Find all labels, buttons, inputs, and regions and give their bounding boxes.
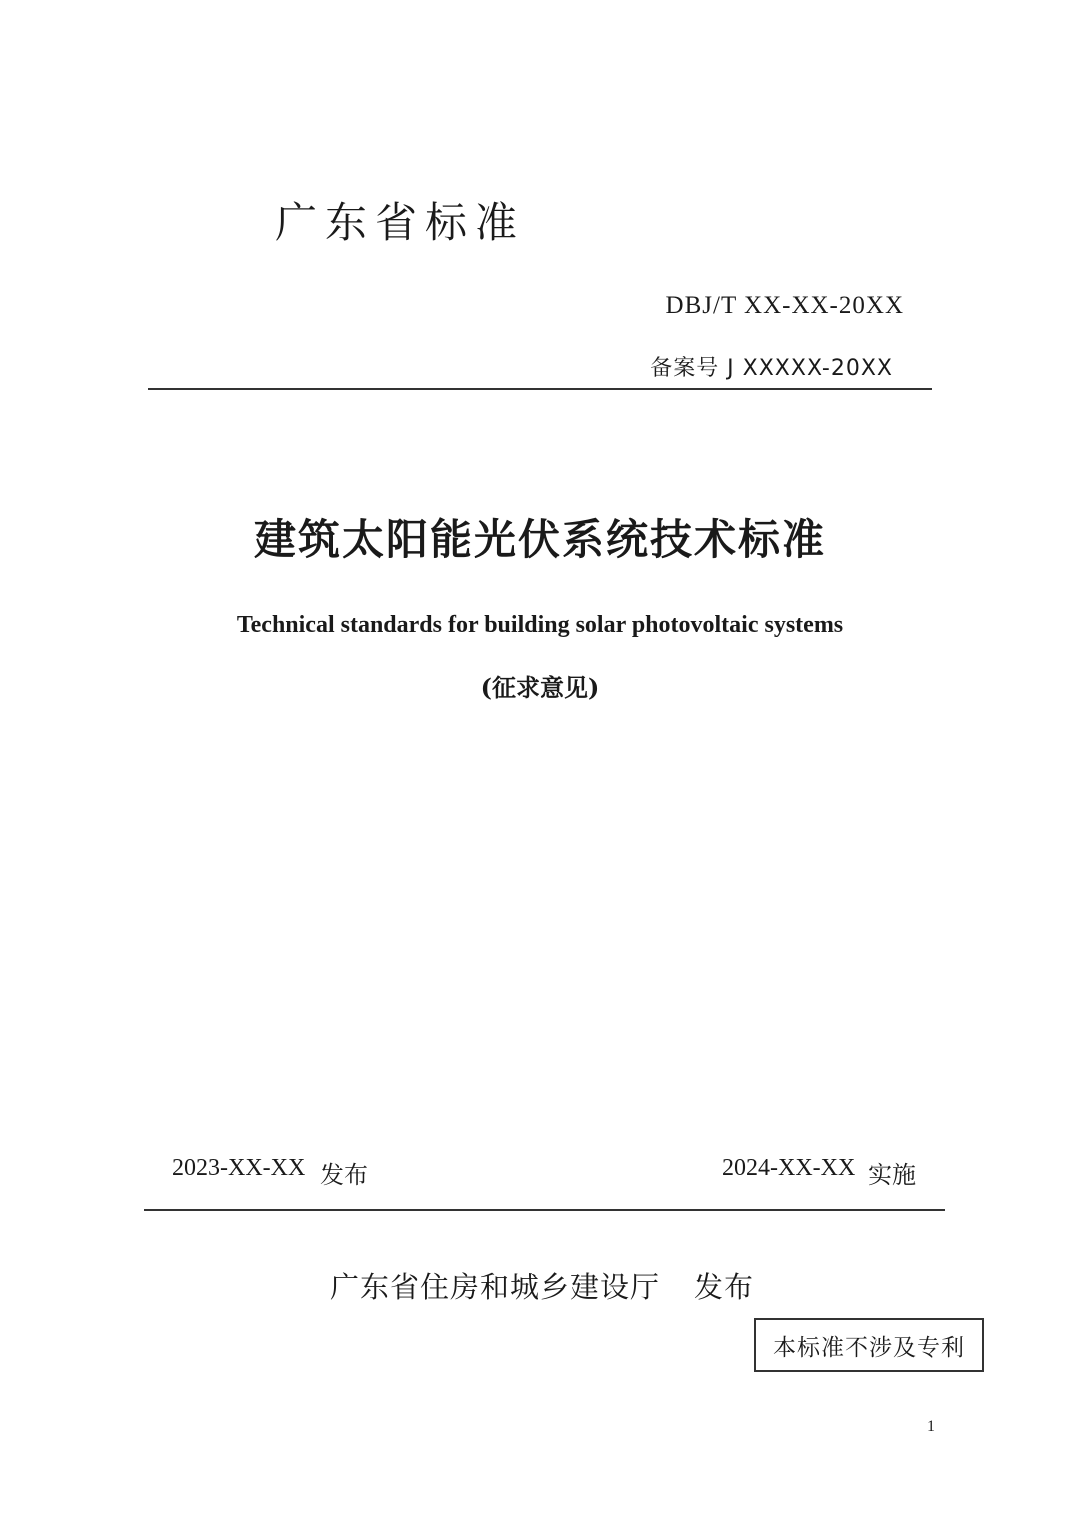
issuer-name: 广东省住房和城乡建设厅 [330, 1270, 661, 1304]
patent-note: 本标准不涉及专利 [773, 1334, 965, 1361]
standard-number: DBJ/T XX-XX-20XX [665, 292, 904, 319]
patent-note-box [754, 1318, 984, 1372]
issuer-line [330, 1265, 754, 1306]
draft-note: (征求意见) [480, 673, 600, 702]
issuer-action: 发布 [694, 1270, 755, 1304]
header-title: 广东省标准 [275, 198, 526, 247]
issue-date: 2023-XX-XX [172, 1155, 306, 1181]
bottom-divider [144, 1209, 945, 1211]
issue-label: 发布 [320, 1161, 368, 1189]
page-number: 1 [927, 1418, 935, 1435]
implementation-label: 实施 [868, 1161, 916, 1189]
top-divider [148, 388, 932, 390]
implementation-date: 2024-XX-XX [722, 1155, 856, 1181]
standard-title-en: Technical standards for building solar photovoltaic systems [236, 612, 844, 638]
record-number: 备案号 J XXXXX-20XX [650, 356, 893, 381]
standard-title-zh: 建筑太阳能光伏系统技术标准 [253, 515, 826, 564]
